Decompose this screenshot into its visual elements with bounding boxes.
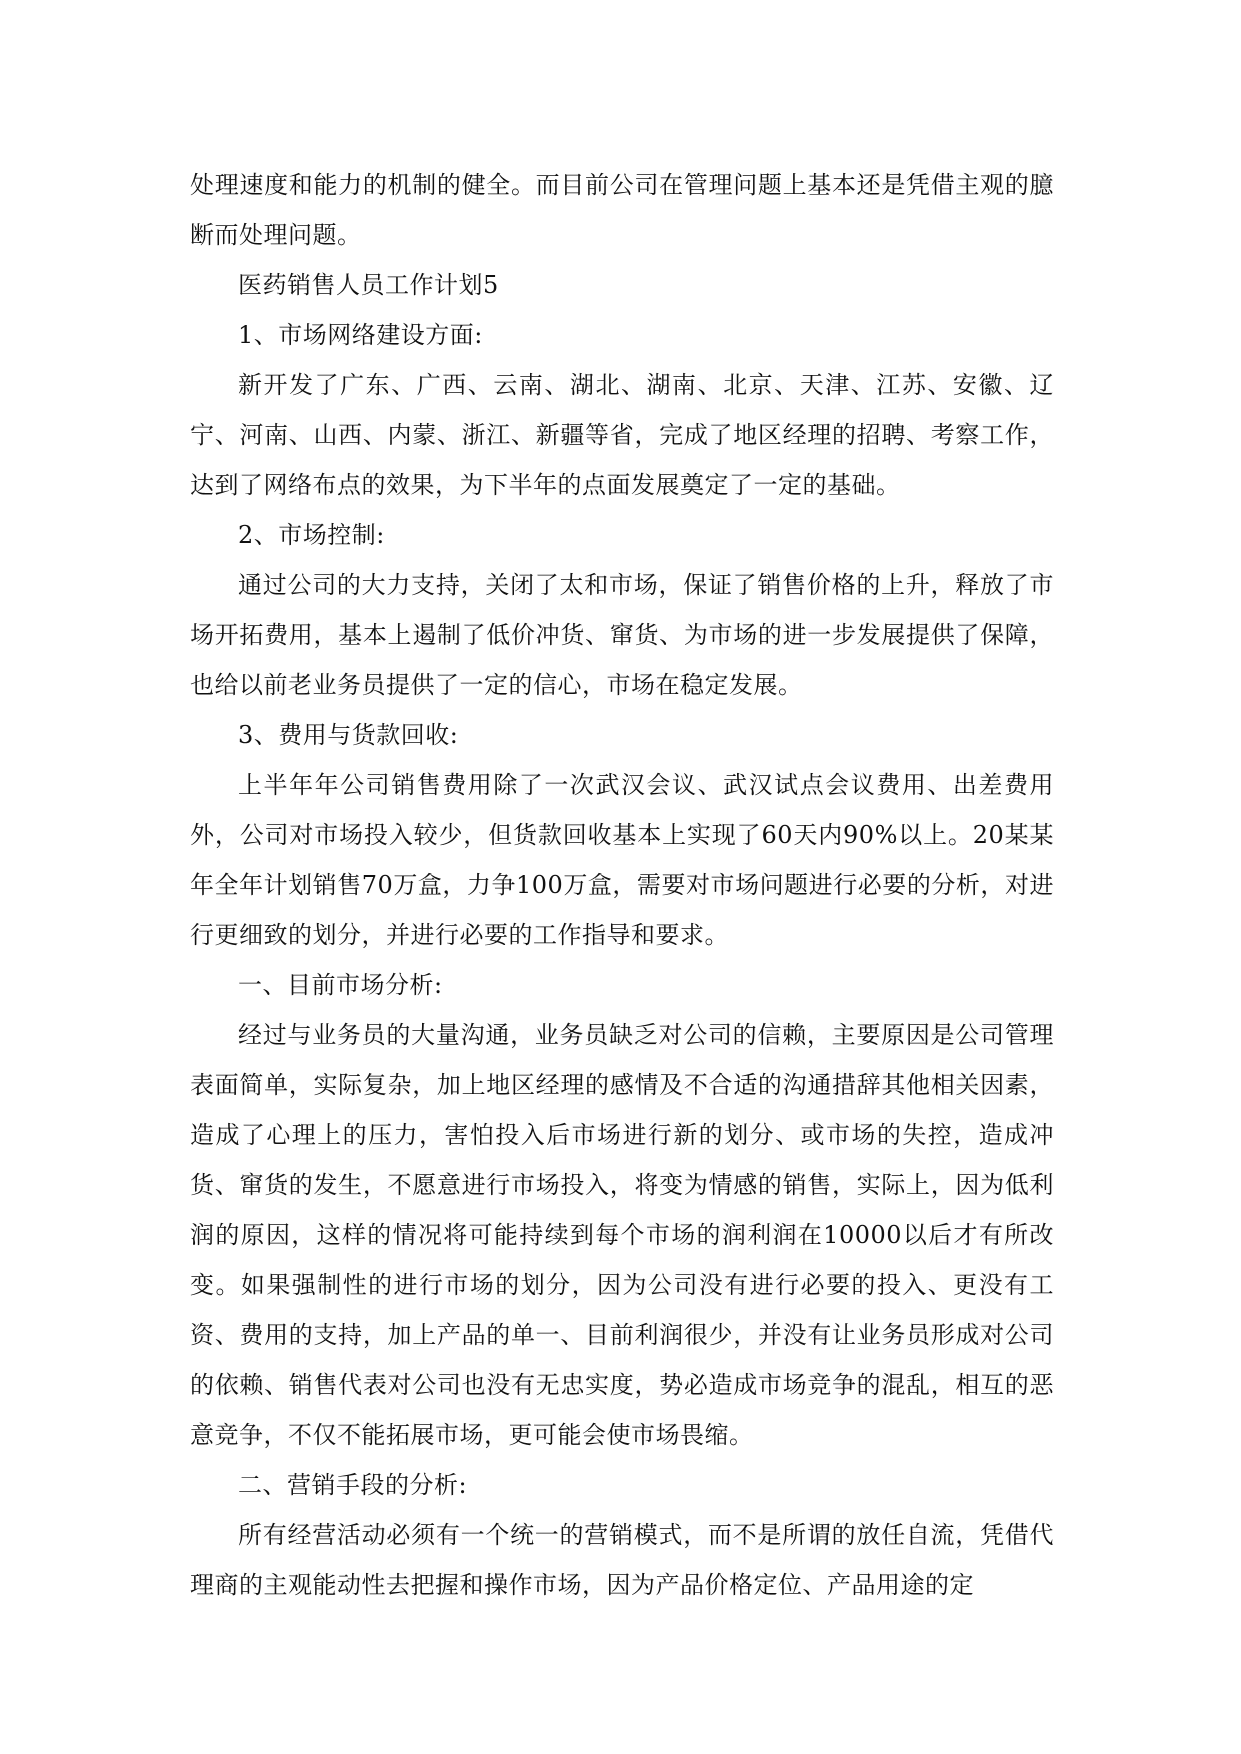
paragraph-cost-collection: 上半年年公司销售费用除了一次武汉会议、武汉试点会议费用、出差费用外，公司对市场投入较少，但货款回收基本上实现了60天内90%以上。20某某年全年计划销售70万盒，力争100万盒，需要对市场问题进行必要的分析，对进行更细致的划分，并进行必要的工作指导和要求。 xyxy=(190,771,1054,949)
subheading-market-network: 1、市场网络建设方面: xyxy=(238,321,483,349)
paragraph-market-control: 通过公司的大力支持，关闭了太和市场，保证了销售价格的上升，释放了市场开拓费用，基本上遏制了低价冲货、窜货、为市场的进一步发展提供了保障，也给以前老业务员提供了一定的信心，市场在稳定发展。 xyxy=(190,571,1054,699)
paragraph-market-network: 新开发了广东、广西、云南、湖北、湖南、北京、天津、江苏、安徽、辽宁、河南、山西、内蒙、浙江、新疆等省，完成了地区经理的招聘、考察工作，达到了网络布点的效果，为下半年的点面发展奠定了一定的基础。 xyxy=(190,371,1054,499)
paragraph-market-analysis: 经过与业务员的大量沟通，业务员缺乏对公司的信赖，主要原因是公司管理表面简单，实际复杂，加上地区经理的感情及不合适的沟通措辞其他相关因素，造成了心理上的压力，害怕投入后市场进行新的划分、或市场的失控，造成冲货、窜货的发生，不愿意进行市场投入，将变为情感的销售，实际上，因为低利润的原因，这样的情况将可能持续到每个市场的润利润在10000以后才有所改变。如果强制性的进行市场的划分，因为公司没有进行必要的投入、更没有工资、费用的支持，加上产品的单一、目前利润很少，并没有让业务员形成对公司的依赖、销售代表对公司也没有无忠实度，势必造成市场竞争的混乱，相互的恶意竞争，不仅不能拓展市场，更可能会使市场畏缩。 xyxy=(190,1021,1054,1449)
paragraph-marketing-analysis: 所有经营活动必须有一个统一的营销模式，而不是所谓的放任自流，凭借代理商的主观能动性去把握和操作市场，因为产品价格定位、产品用途的定 xyxy=(190,1521,1054,1599)
subheading-marketing-analysis: 二、营销手段的分析: xyxy=(238,1471,468,1499)
subheading-cost-collection: 3、费用与货款回收: xyxy=(238,721,459,749)
paragraph-continuation: 处理速度和能力的机制的健全。而目前公司在管理问题上基本还是凭借主观的臆断而处理问题。 xyxy=(190,171,1054,249)
section-title: 医药销售人员工作计划5 xyxy=(238,271,499,299)
subheading-market-control: 2、市场控制: xyxy=(238,521,385,549)
document-body xyxy=(190,160,1054,1610)
subheading-market-analysis: 一、目前市场分析: xyxy=(238,971,443,999)
